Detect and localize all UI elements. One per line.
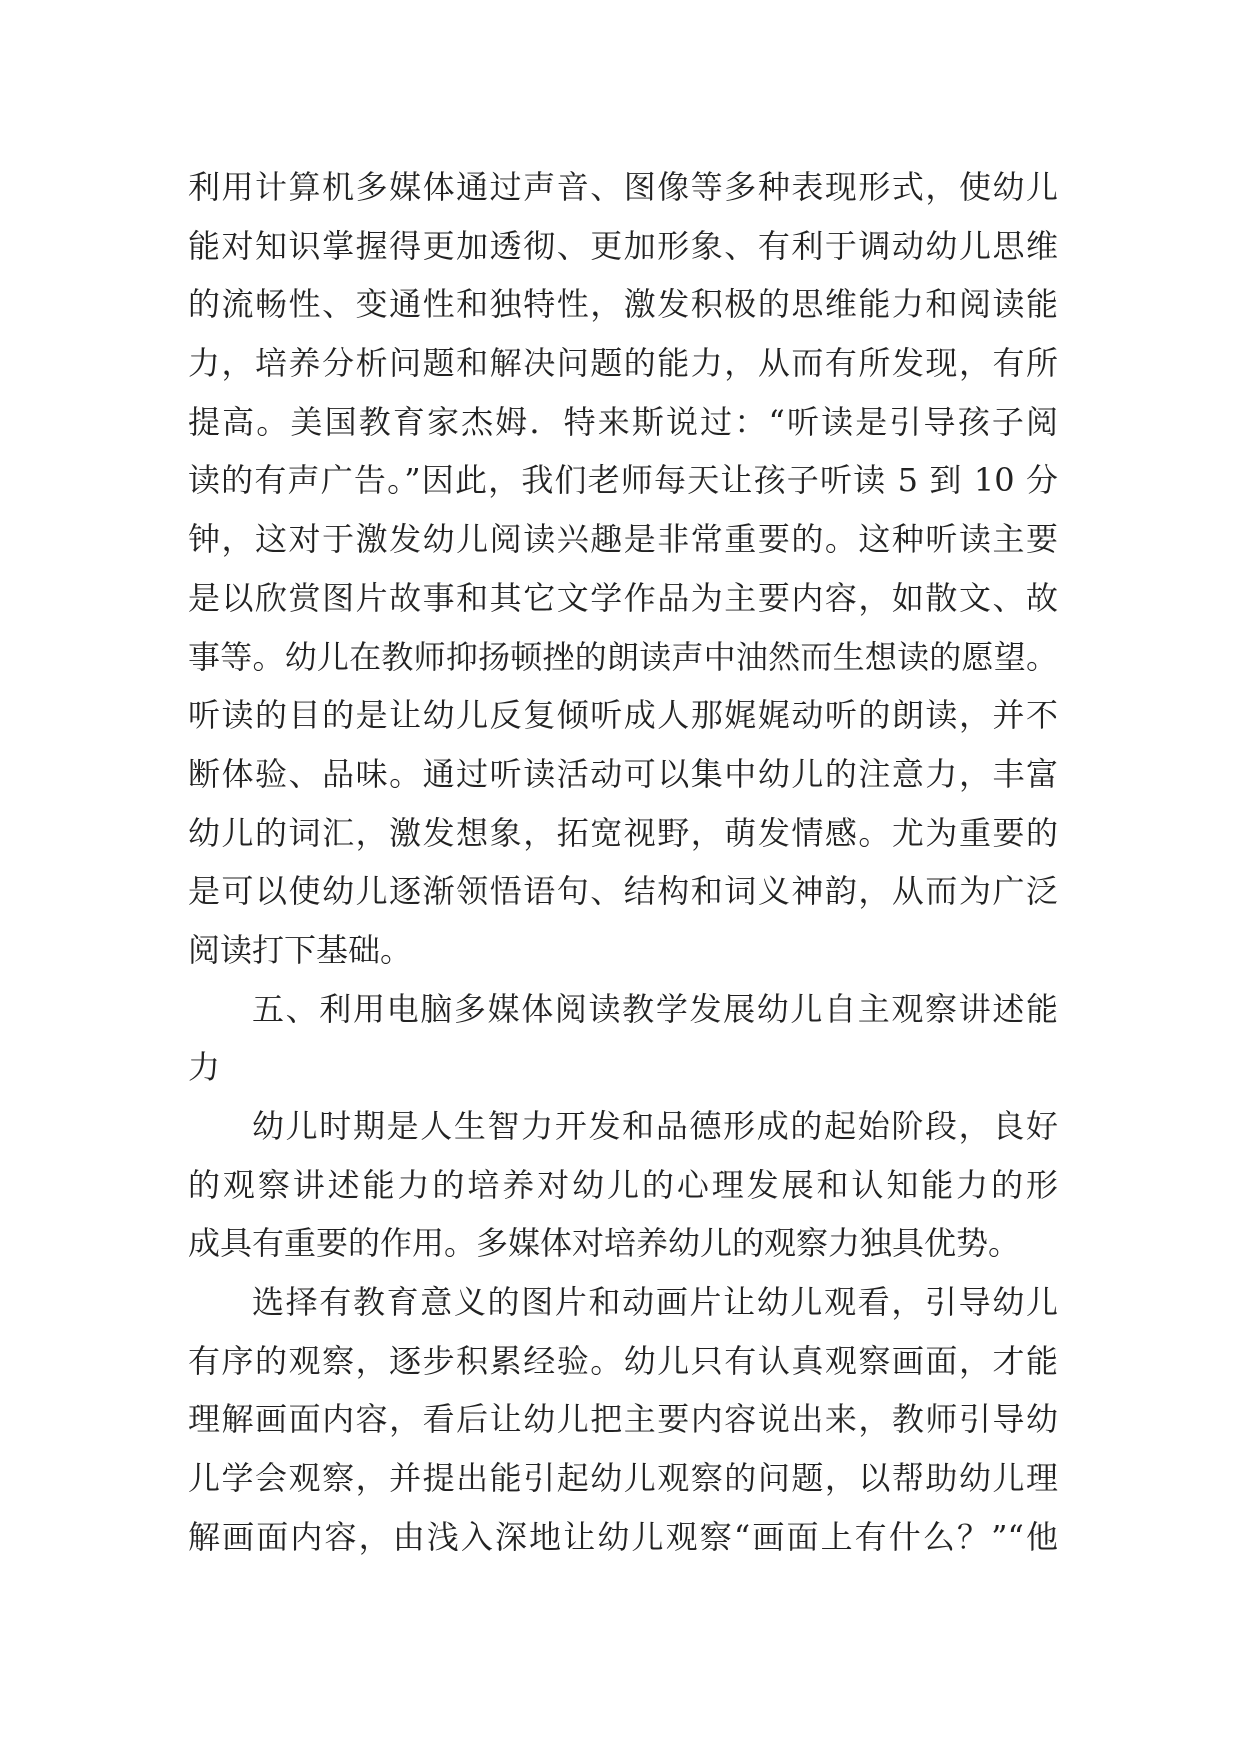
- text-line: 是可以使幼儿逐渐领悟语句、结构和词义神韵，从而为广泛: [188, 872, 1058, 911]
- text-line: 阅读打下基础。: [188, 930, 413, 969]
- text-line: 力，培养分析问题和解决问题的能力，从而有所发现，有所: [188, 344, 1058, 383]
- text-line: 的流畅性、变通性和独特性，激发积极的思维能力和阅读能: [188, 285, 1058, 324]
- text-line: 选择有教育意义的图片和动画片让幼儿观看，引导幼儿: [252, 1283, 1058, 1322]
- text-line: 能对知识掌握得更加透彻、更加形象、有利于调动幼儿思维: [188, 226, 1058, 265]
- text-line: 是以欣赏图片故事和其它文学作品为主要内容，如散文、故: [188, 578, 1058, 617]
- text-line: 断体验、品味。通过听读活动可以集中幼儿的注意力，丰富: [188, 754, 1058, 793]
- text-line: 理解画面内容，看后让幼儿把主要内容说出来，教师引导幼: [188, 1400, 1058, 1439]
- text-line: 利用计算机多媒体通过声音、图像等多种表现形式，使幼儿: [188, 168, 1058, 206]
- text-line: 幼儿的词汇，激发想象，拓宽视野，萌发情感。尤为重要的: [188, 813, 1058, 852]
- text-line: 幼儿时期是人生智力开发和品德形成的起始阶段，良好: [252, 1107, 1058, 1145]
- section-heading: 五、利用电脑多媒体阅读教学发展幼儿自主观察讲述能: [252, 989, 1058, 1028]
- section-heading-continuation: 力: [188, 1048, 221, 1087]
- text-line: 儿学会观察，并提出能引起幼儿观察的问题，以帮助幼儿理: [188, 1459, 1058, 1498]
- text-line: 解画面内容，由浅入深地让幼儿观察“画面上有什么？”“他: [188, 1517, 1058, 1556]
- text-line: 读的有声广告。”因此，我们老师每天让孩子听读 5 到 10 分: [188, 461, 1058, 500]
- text-line: 事等。幼儿在教师抑扬顿挫的朗读声中油然而生想读的愿望。: [188, 637, 1058, 676]
- body-text: [188, 158, 1058, 1567]
- text-line: 成具有重要的作用。多媒体对培养幼儿的观察力独具优势。: [188, 1224, 1021, 1263]
- text-line: 钟，这对于激发幼儿阅读兴趣是非常重要的。这种听读主要: [188, 520, 1058, 559]
- text-line: 提高。美国教育家杰姆．特来斯说过：“听读是引导孩子阅: [188, 402, 1058, 441]
- text-line: 听读的目的是让幼儿反复倾听成人那娓娓动听的朗读，并不: [188, 696, 1058, 735]
- text-line: 有序的观察，逐步积累经验。幼儿只有认真观察画面，才能: [188, 1341, 1058, 1380]
- text-line: 的观察讲述能力的培养对幼儿的心理发展和认知能力的形: [188, 1165, 1058, 1204]
